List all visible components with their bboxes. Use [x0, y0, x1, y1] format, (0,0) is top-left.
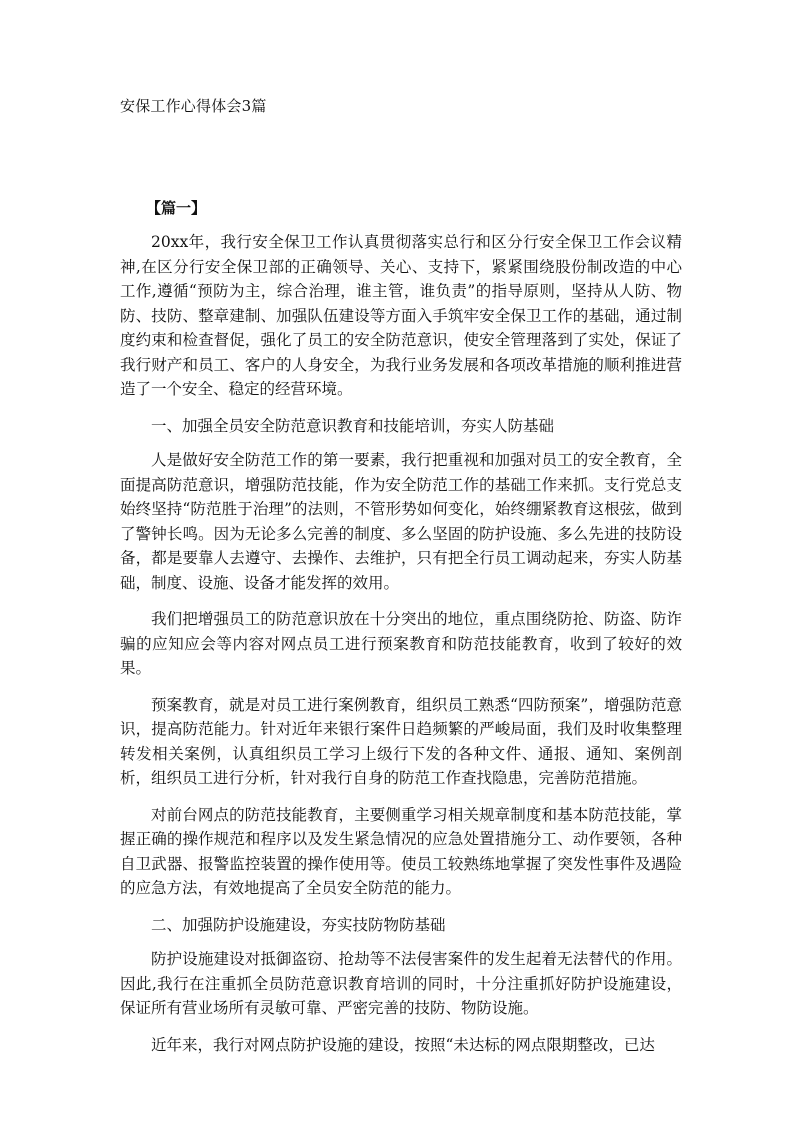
heading-section-one: 一、加强全员安全防范意识教育和技能培训，夯实人防基础 [151, 416, 555, 435]
paragraph-human-defense: 人是做好安全防范工作的第一要素，我行把重视和加强对员工的安全教育，全面提高防范意识，增强防范技能，作为安全防范工作的基础工作来抓。支行党总支始终坚持“防范胜于治理”的法则，不管形势如何变化，始终绷紧教育这根弦，做到了警钟长鸣。因为无论多么完善的制度、多么坚固的防护设施、多么先进的技防设备，都是要靠人去遵守、去操作、去维护，只有把全行员工调动起来，夯实人防基础，制度、设施、设备才能发挥的效用。 [120, 451, 682, 592]
heading-section-two: 二、加强防护设施建设，夯实技防物防基础 [151, 915, 446, 934]
paragraph-plan-education: 预案教育，就是对员工进行案例教育，组织员工熟悉“四防预案”，增强防范意识，提高防范能力。针对近年来银行案件日趋频繁的严峻局面，我们及时收集整理转发相关案例，认真组织员工学习上级行下发的各种文件、通报、通知、案例剖析，组织员工进行分析，针对我行自身的防范工作查找隐患，完善防范措施。 [120, 695, 682, 787]
paragraph-intro: 20xx年，我行安全保卫工作认真贯彻落实总行和区分行安全保卫工作会议精神,在区分行安全保卫部的正确领导、关心、支持下，紧紧围绕股份制改造的中心工作,遵循“预防为主，综合治理，谁主管，谁负责”的指导原则，坚持从人防、物防、技防、整章建制、加强队伍建设等方面入手筑牢安全保卫工作的基础，通过制度约束和检查督促，强化了员工的安全防范意识，使安全管理落到了实处，保证了我行财产和员工、客户的人身安全，为我行业务发展和各项改革措施的顺利推进营造了一个安全、稳定的经营环境。 [120, 233, 682, 398]
document-title: 安保工作心得体会3篇 [120, 97, 267, 115]
paragraph-skill-education: 对前台网点的防范技能教育，主要侧重学习相关规章制度和基本防范技能，掌握正确的操作规范和程序以及发生紧急情况的应急处置措施分工、动作要领，各种自卫武器、报警监控装置的操作使用等。使员工较熟练地掌握了突发性事件及遇险的应急方法，有效地提高了全员安全防范的能力。 [120, 805, 682, 897]
paragraph-awareness: 我们把增强员工的防范意识放在十分突出的地位，重点围绕防抢、防盗、防诈骗的应知应会等内容对网点员工进行预案教育和防范技能教育，收到了较好的效果。 [120, 610, 682, 677]
section-label: 【篇一】 [146, 199, 207, 217]
document-body [120, 230, 682, 1061]
paragraph-recent-years: 近年来，我行对网点防护设施的建设，按照“未达标的网点限期整改，已达 [151, 1035, 655, 1054]
paragraph-facilities: 防护设施建设对抵御盗窃、抢劫等不法侵害案件的发生起着无法替代的作用。因此,我行在注重抓全员防范意识教育培训的同时，十分注重抓好防护设施建设，保证所有营业场所有灵敏可靠、严密完善的技防、物防设施。 [120, 950, 682, 1017]
